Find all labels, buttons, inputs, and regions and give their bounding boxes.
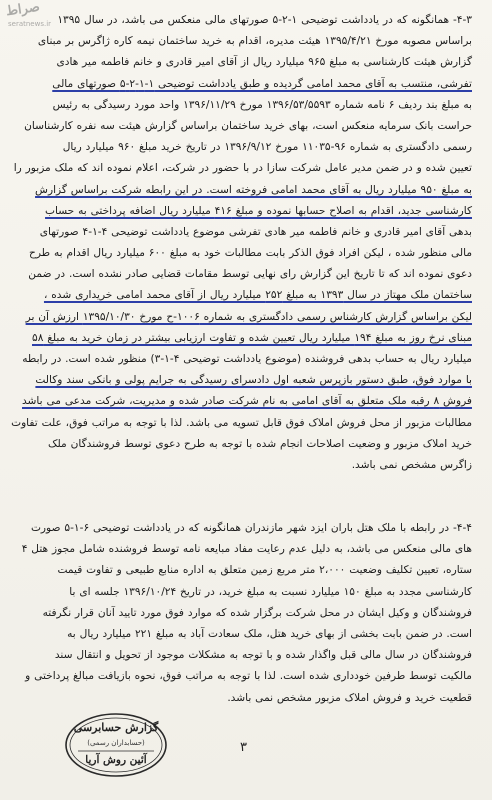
paragraph-line: بدهی آقای امیر قادری و خانم فاطمه میر هادی تفرشی موضوع یادداشت توضیحی ۴-۱-۴ صورتهای [39,225,472,238]
paragraph-line: فروشندگان و وکیل ایشان در محل شرکت برگزار شده که موارد فوق مورد تایید آنان قرار نگرفته [42,606,472,619]
paragraph-line-underlined: ساختمان ملک مهتاز در سال ۱۳۹۳ به مبلغ ۲۵۲ میلیارد ریال از آقای محمد امامی خریداری شده ، [43,289,472,302]
paragraph-line-underlined: با موارد فوق، طبق دستور بازپرس شعبه اول دادسرای رسیدگی به جرایم پولی و بانکی سند وکالت [35,374,472,387]
paragraph-line: براساس مصوبه مورخ ۱۳۹۵/۴/۲۱ هیئت مدیره، اقدام به خرید ساختمان نیمه کاره ژاگرس بر مبنای [37,35,472,48]
paragraph-line: مالی منظور شده ، لیکن افراد فوق الذکر بابت مطالبات خود به مبلغ ۶۰۰ میلیارد ریال اقدام به طرح [28,247,472,260]
paragraph-line: خرید املاک مزبور و وضعیت اصلاحات انجام شده با توجه به طرح دعوی توسط فروشندگان ملک [48,437,472,450]
paragraph-4-4 [21,518,472,709]
paragraph-line: به مبلغ بند ردیف ۶ نامه شماره ۱۳۹۶/۵۳/۵۵۹۳ مورخ ۱۳۹۶/۱۱/۲۹ واحد مورد رسیدگی به رئیس [52,98,472,111]
paragraph-line-underlined: مبنای نرخ روز به مبلغ ۱۹۴ میلیارد ریال تعیین شده و تفاوت ارزیابی بیشتر در زمان خرید به مبلغ ۵۸ [32,331,472,344]
watermark-url: seratnews.ir [8,20,52,28]
paragraph-line-underlined: به مبلغ ۹۵۰ میلیارد ریال به آقای محمد امامی فروخته است. در این رابطه شرکت براساس گزارش [35,183,472,196]
paragraph-line: گزارش هیئت کارشناسی به مبلغ ۹۶۵ میلیارد ریال از آقای امیر قادری و خانم فاطمه میر هادی [56,56,472,69]
stamp-title: گزارش حسابرسی [73,721,159,734]
paragraph-line: تعیین شده و در ضمن مدیر عامل شرکت سازا در با حضور در شرکت، اعلام نموده اند که ملک مزبور را [13,162,472,175]
stamp-footer: آئین روش آریا [85,754,147,766]
audit-stamp [64,712,168,778]
paragraph-line: است. در ضمن بابت بخشی از بهای خرید هتل، ملک سعادت آباد به مبلغ ۲۲۱ میلیارد ریال به [67,627,472,640]
paragraph-line: های مالی منعکس می باشد، به دلیل عدم رعایت مفاد مبایعه نامه توسط فروشنده شامل مجوز هتل ۴ [21,543,472,556]
page-number: ۳ [240,740,247,755]
paragraph-line-underlined: فروش ۸ رقبه ملک متعلق به آقای امامی به نام شرکت صادر شده و مدیریت، شرکت مدعی می باشد [22,395,472,408]
paragraph-line: ۴-۴- در رابطه با ملک هتل باران ایزد شهر مازندران همانگونه که در یادداشت توضیحی ۶-۱-۵ صورت [30,522,472,534]
paragraph-line: حراست بانک سرمایه منعکس است، بهای خرید ساختمان براساس گزارش هیئت سه نفره کارشناسان [24,119,472,132]
paragraph-line: کارشناسی مجدد به مبلغ ۱۵۰ میلیارد نسبت به مبلغ خرید، در تاریخ ۱۳۹۶/۱۰/۲۴ جلسه ای با [69,585,472,598]
paragraph-line: مطالبات مزبور از محل فروش املاک فوق قابل تسویه می باشد. لذا با توجه به مراتب فوق، علت تفاوت [11,416,472,429]
paragraph-line: ستاره، تعیین تکلیف وضعیت ۲،۰۰۰ متر مربع زمین متعلق به اداره منابع طبیعی و تفاوت قیمت [57,564,472,577]
paragraph-line: رسمی دادگستری به شماره ۹۶-۱۱۰۳۵ مورخ ۱۳۹۶/۹/۱۲ در تاریخ خرید مبلغ ۹۶۰ میلیارد ریال [62,141,472,154]
paragraph-line-underlined: تفرشی، منتسب به آقای محمد امامی گردیده و طبق یادداشت توضیحی ۱-۱-۲-۵ صورتهای مالی [52,77,472,90]
paragraph-line: مالکیت توسط طرفین خودداری شده است. لذا با توجه به مراتب فوق، نحوه بازیافت مبالغ پرداختی و [25,670,472,683]
paragraph-line: زاگرس مشخص نمی باشد. [351,458,472,471]
paragraph-line: دعوی نموده اند که تا تاریخ این گزارش رای نهایی توسط مقامات قضایی صادر نشده است. در ضمن [28,268,472,281]
paragraph-line: فروشندگان در سال مالی قبل واگذار شده و با توجه به مشکلات موجود از تحویل و انتقال سند [54,649,472,662]
paragraph-4-3 [11,10,472,476]
paragraph-line-underlined: لیکن براساس گزارش کارشناس رسمی دادگستری به شماره ۱۰۰۶-ح مورخ ۱۳۹۵/۱۰/۳۰ ارزش آن بر [25,310,472,323]
paragraph-line: قطعیت خرید و فروش املاک مزبور مشخص نمی باشد. [227,691,472,704]
watermark-logo: صراط [5,0,41,20]
stamp-subtitle: (حسابداران رسمی) [87,739,145,747]
paragraph-line: میلیارد ریال به حساب بدهی فروشنده (موضوع یادداشت توضیحی ۴-۱-۳) منظور شده است. در رابطه [22,353,472,365]
paragraph-line: ۴-۳- همانگونه که در یادداشت توضیحی ۱-۲-۵ صورتهای مالی منعکس می باشد، در سال ۱۳۹۵ [57,14,472,26]
paragraph-line-underlined: کارشناسی جدید، اقدام به اصلاح حسابها نموده و مبلغ ۴۱۶ میلیارد ریال اضافه پرداختی به حساب [45,204,472,217]
